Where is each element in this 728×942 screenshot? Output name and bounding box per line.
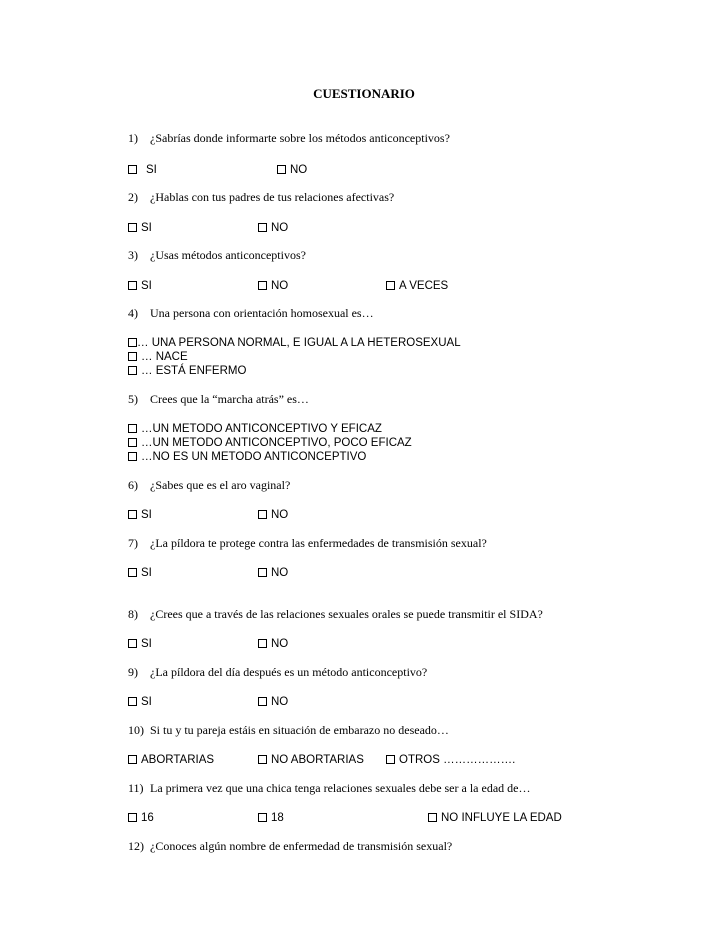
- option-esta-enfermo[interactable]: … ESTÁ ENFERMO: [128, 363, 246, 378]
- question-number: 11): [128, 781, 144, 795]
- checkbox[interactable]: [258, 281, 267, 290]
- option-si[interactable]: SI: [128, 507, 152, 522]
- option-no-abortarias[interactable]: NO ABORTARIAS: [258, 752, 364, 767]
- option-si[interactable]: SI: [128, 694, 152, 709]
- question-number: 7): [128, 536, 138, 550]
- question-number: 2): [128, 190, 138, 204]
- question-1: [128, 131, 450, 146]
- checkbox[interactable]: [258, 510, 267, 519]
- question-number: 5): [128, 392, 138, 406]
- option-no[interactable]: NO: [258, 507, 288, 522]
- question-text: ¿La píldora te protege contra las enfermedades de transmisión sexual?: [150, 536, 487, 550]
- question-number: 4): [128, 306, 138, 320]
- question-text: ¿Usas métodos anticonceptivos?: [150, 248, 306, 262]
- question-text: Crees que la “marcha atrás” es…: [150, 392, 309, 406]
- option-si[interactable]: SI: [128, 636, 152, 651]
- checkbox[interactable]: [128, 281, 137, 290]
- option-no-influye[interactable]: NO INFLUYE LA EDAD: [428, 810, 562, 825]
- option-persona-normal[interactable]: … UNA PERSONA NORMAL, E IGUAL A LA HETEROSEXUAL: [128, 335, 461, 350]
- question-text: ¿Crees que a través de las relaciones sexuales orales se puede transmitir el SIDA?: [150, 607, 543, 621]
- option-18[interactable]: 18: [258, 810, 284, 825]
- question-number: 9): [128, 665, 138, 679]
- option-si[interactable]: SI: [128, 278, 152, 293]
- checkbox[interactable]: [258, 223, 267, 232]
- checkbox[interactable]: [128, 438, 137, 447]
- option-no[interactable]: NO: [258, 636, 288, 651]
- checkbox[interactable]: [128, 639, 137, 648]
- checkbox[interactable]: [128, 338, 137, 347]
- question-text: Una persona con orientación homosexual es…: [150, 306, 374, 320]
- question-number: 8): [128, 607, 138, 621]
- option-no[interactable]: NO: [277, 162, 307, 177]
- checkbox[interactable]: [128, 813, 137, 822]
- question-2: [128, 190, 394, 205]
- checkbox[interactable]: [386, 755, 395, 764]
- page-title: CUESTIONARIO: [313, 86, 415, 101]
- option-nace[interactable]: … NACE: [128, 349, 188, 364]
- option-si[interactable]: SI: [128, 565, 152, 580]
- checkbox[interactable]: [258, 813, 267, 822]
- option-no[interactable]: NO: [258, 565, 288, 580]
- question-text: ¿Hablas con tus padres de tus relaciones afectivas?: [150, 190, 395, 204]
- checkbox[interactable]: [258, 697, 267, 706]
- question-7: [128, 536, 487, 551]
- option-16[interactable]: 16: [128, 810, 154, 825]
- option-si[interactable]: SI: [128, 162, 157, 177]
- checkbox[interactable]: [128, 755, 137, 764]
- checkbox[interactable]: [128, 165, 137, 174]
- checkbox[interactable]: [258, 639, 267, 648]
- checkbox[interactable]: [258, 755, 267, 764]
- checkbox[interactable]: [128, 452, 137, 461]
- checkbox[interactable]: [128, 697, 137, 706]
- question-number: 3): [128, 248, 138, 262]
- option-eficaz[interactable]: …UN METODO ANTICONCEPTIVO Y EFICAZ: [128, 421, 382, 436]
- checkbox[interactable]: [428, 813, 437, 822]
- option-no-metodo[interactable]: …NO ES UN METODO ANTICONCEPTIVO: [128, 449, 366, 464]
- question-number: 12): [128, 839, 144, 853]
- checkbox[interactable]: [277, 165, 286, 174]
- question-10: [128, 723, 449, 738]
- question-text: ¿Conoces algún nombre de enfermedad de transmisión sexual?: [150, 839, 453, 853]
- question-12: [128, 839, 452, 854]
- question-text: ¿Sabes que es el aro vaginal?: [150, 478, 291, 492]
- option-no[interactable]: NO: [258, 694, 288, 709]
- checkbox[interactable]: [128, 510, 137, 519]
- question-4: [128, 306, 374, 321]
- question-text: ¿Sabrías donde informarte sobre los métodos anticonceptivos?: [150, 131, 450, 145]
- question-5: [128, 392, 309, 407]
- option-a-veces[interactable]: A VECES: [386, 278, 448, 293]
- question-3: [128, 248, 306, 263]
- question-11: [128, 781, 530, 796]
- question-number: 6): [128, 478, 138, 492]
- question-8: [128, 607, 543, 622]
- question-number: 1): [128, 131, 138, 145]
- option-abortarias[interactable]: ABORTARIAS: [128, 752, 214, 767]
- option-si[interactable]: SI: [128, 220, 152, 235]
- option-otros[interactable]: OTROS ……………….: [386, 752, 515, 767]
- question-9: [128, 665, 427, 680]
- checkbox[interactable]: [258, 568, 267, 577]
- question-number: 10): [128, 723, 144, 737]
- option-poco-eficaz[interactable]: …UN METODO ANTICONCEPTIVO, POCO EFICAZ: [128, 435, 412, 450]
- option-no[interactable]: NO: [258, 220, 288, 235]
- checkbox[interactable]: [128, 366, 137, 375]
- question-text: ¿La píldora del día después es un método anticonceptivo?: [150, 665, 428, 679]
- checkbox[interactable]: [128, 223, 137, 232]
- question-6: [128, 478, 290, 493]
- question-text: Si tu y tu pareja estáis en situación de embarazo no deseado…: [150, 723, 449, 737]
- checkbox[interactable]: [128, 352, 137, 361]
- question-text: La primera vez que una chica tenga relaciones sexuales debe ser a la edad de…: [150, 781, 531, 795]
- checkbox[interactable]: [386, 281, 395, 290]
- option-no[interactable]: NO: [258, 278, 288, 293]
- checkbox[interactable]: [128, 424, 137, 433]
- checkbox[interactable]: [128, 568, 137, 577]
